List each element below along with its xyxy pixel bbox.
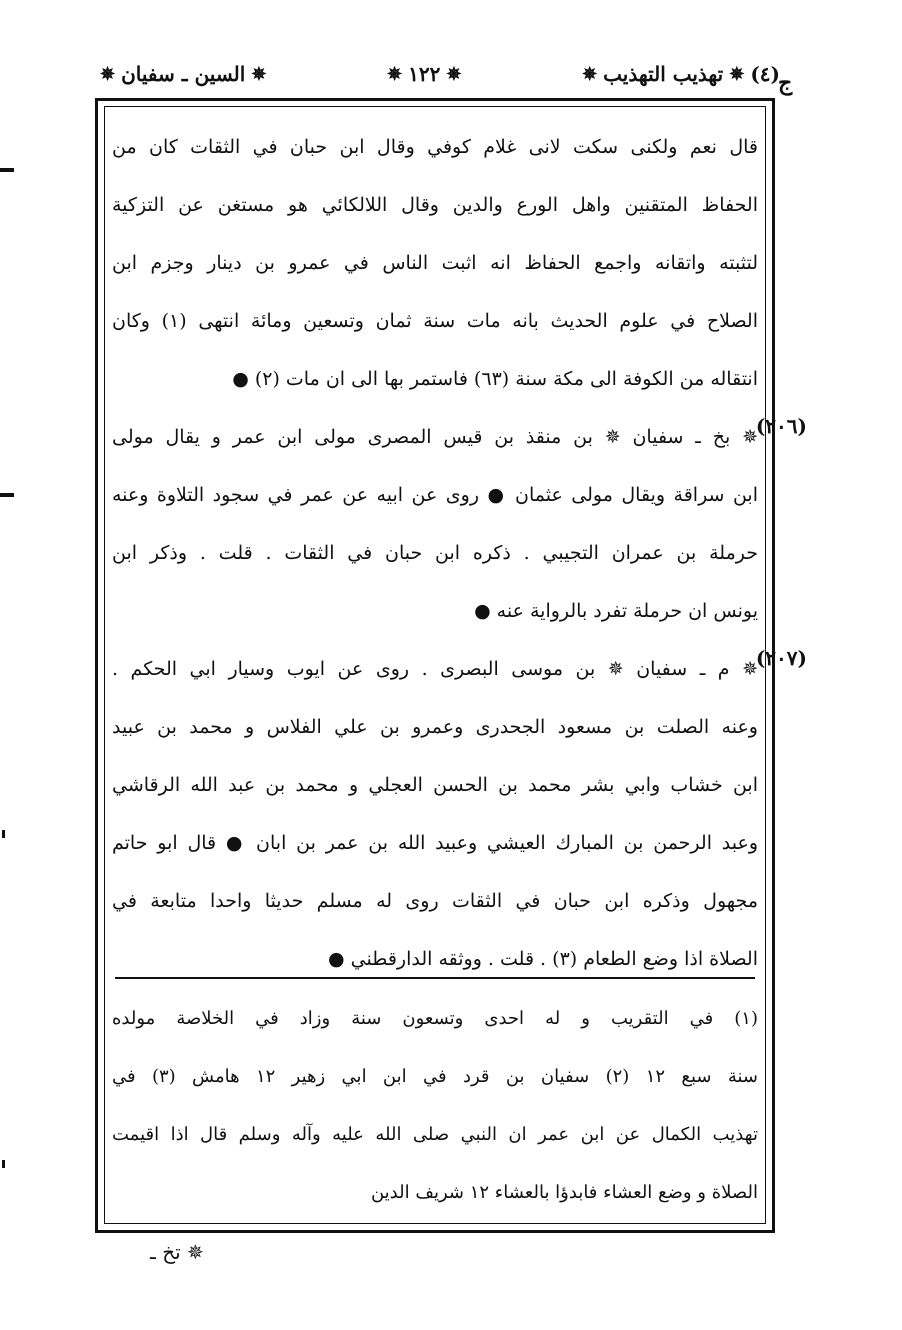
text-line: الصلاة اذا وضع الطعام (٣) . قلت . ووثقه الدارقطني ● [328, 948, 758, 970]
margin-mark [0, 168, 14, 172]
page-number: ١٢٢ [408, 62, 441, 86]
entry-number: (٢٠٦) [755, 414, 807, 438]
running-header [100, 52, 780, 96]
entry-number: (٢٠٧) [755, 646, 807, 670]
text-line: قال نعم ولكنى سكت لانى غلام كوفي وقال ابن حبان في الثقات كان من [112, 136, 758, 158]
section-title: السين ـ سفيان [121, 62, 246, 86]
text-line: لتثبته واتقانه واجمع الحفاظ انه اثبت الناس في عمرو بن دينار وجزم ابن [112, 252, 758, 274]
star-ornament-icon: ✵ [100, 63, 116, 85]
header-page [387, 62, 461, 86]
catchword: ✵ تخ ـ [150, 1240, 204, 1264]
entry-206 [112, 408, 758, 640]
footnotes [112, 990, 758, 1222]
star-ornament-icon: ✵ [729, 63, 745, 85]
star-ornament-icon: ✵ [582, 63, 598, 85]
text-line: ✵ م ـ سفيان ✵ بن موسى البصرى . روى عن ايوب وسيار ابي الحكم . [112, 658, 758, 680]
star-ornament-icon: ✵ [387, 63, 403, 85]
star-ornament-icon: ✵ [251, 63, 267, 85]
text-line: يونس ان حرملة تفرد بالرواية عنه ● [474, 600, 758, 622]
text-line: حرملة بن عمران التجيبي . ذكره ابن حبان في الثقات . قلت . وذكر ابن [112, 542, 758, 564]
text-line: وعنه الصلت بن مسعود الجحدرى وعمرو بن علي الفلاس و محمد بن عبيد [112, 716, 758, 738]
text-line: الحفاظ المتقنين واهل الورع والدين وقال اللالكائي هو مستغن عن التزكية [112, 194, 758, 216]
footnote-separator [115, 977, 755, 979]
book-title: تهذيب التهذيب [603, 62, 724, 86]
footnote-line: تهذيب الكمال عن ابن عمر ان النبي صلى الله عليه وآله وسلم قال اذا اقيمت [112, 1124, 758, 1145]
footnote-line: الصلاة و وضع العشاء فابدؤا بالعشاء ١٢ شريف الدين [370, 1182, 758, 1203]
text-line: الصلاح في علوم الحديث بانه مات سنة ثمان وتسعين ومائة انتهى (١) وكان [112, 310, 758, 332]
text-line: ابن سراقة ويقال مولى عثمان ● روى عن ابيه عن عمر في سجود التلاوة وعنه [112, 484, 758, 506]
text-line: مجهول وذكره ابن حبان في الثقات روى له مسلم حديثا واحدا متابعة في [112, 890, 758, 912]
text-line: وعبد الرحمن بن المبارك العيشي وعبيد الله بن عمر بن ابان ● قال ابو حاتم [112, 832, 758, 854]
volume-letter: ج [778, 70, 793, 96]
header-section [100, 62, 266, 86]
entry-continuation [112, 118, 758, 408]
text-line: ابن خشاب وابي بشر محمد بن الحسن العجلي و محمد بن عبد الله الرقاشي [112, 774, 758, 796]
header-volume [582, 62, 780, 86]
text-line: ✵ بخ ـ سفيان ✵ بن منقذ بن قيس المصرى مولى ابن عمر و يقال مولى [112, 426, 758, 448]
margin-dot [2, 830, 5, 838]
star-ornament-icon: ✵ [446, 63, 462, 85]
text-line: انتقاله من الكوفة الى مكة سنة (٦٣) فاستمر بها الى ان مات (٢) ● [232, 368, 758, 390]
footnote-line: سنة سبع ١٢ (٢) سفيان بن قرد في ابن ابي زهير ١٢ هامش (٣) في [112, 1066, 758, 1087]
margin-dot [2, 1160, 5, 1168]
margin-mark [0, 493, 14, 497]
entry-207 [112, 640, 758, 988]
main-text [112, 118, 758, 988]
volume-number: (٤) [750, 62, 780, 86]
footnote-line: (١) في التقريب و له احدى وتسعون سنة وزاد في الخلاصة مولده [112, 1008, 758, 1029]
